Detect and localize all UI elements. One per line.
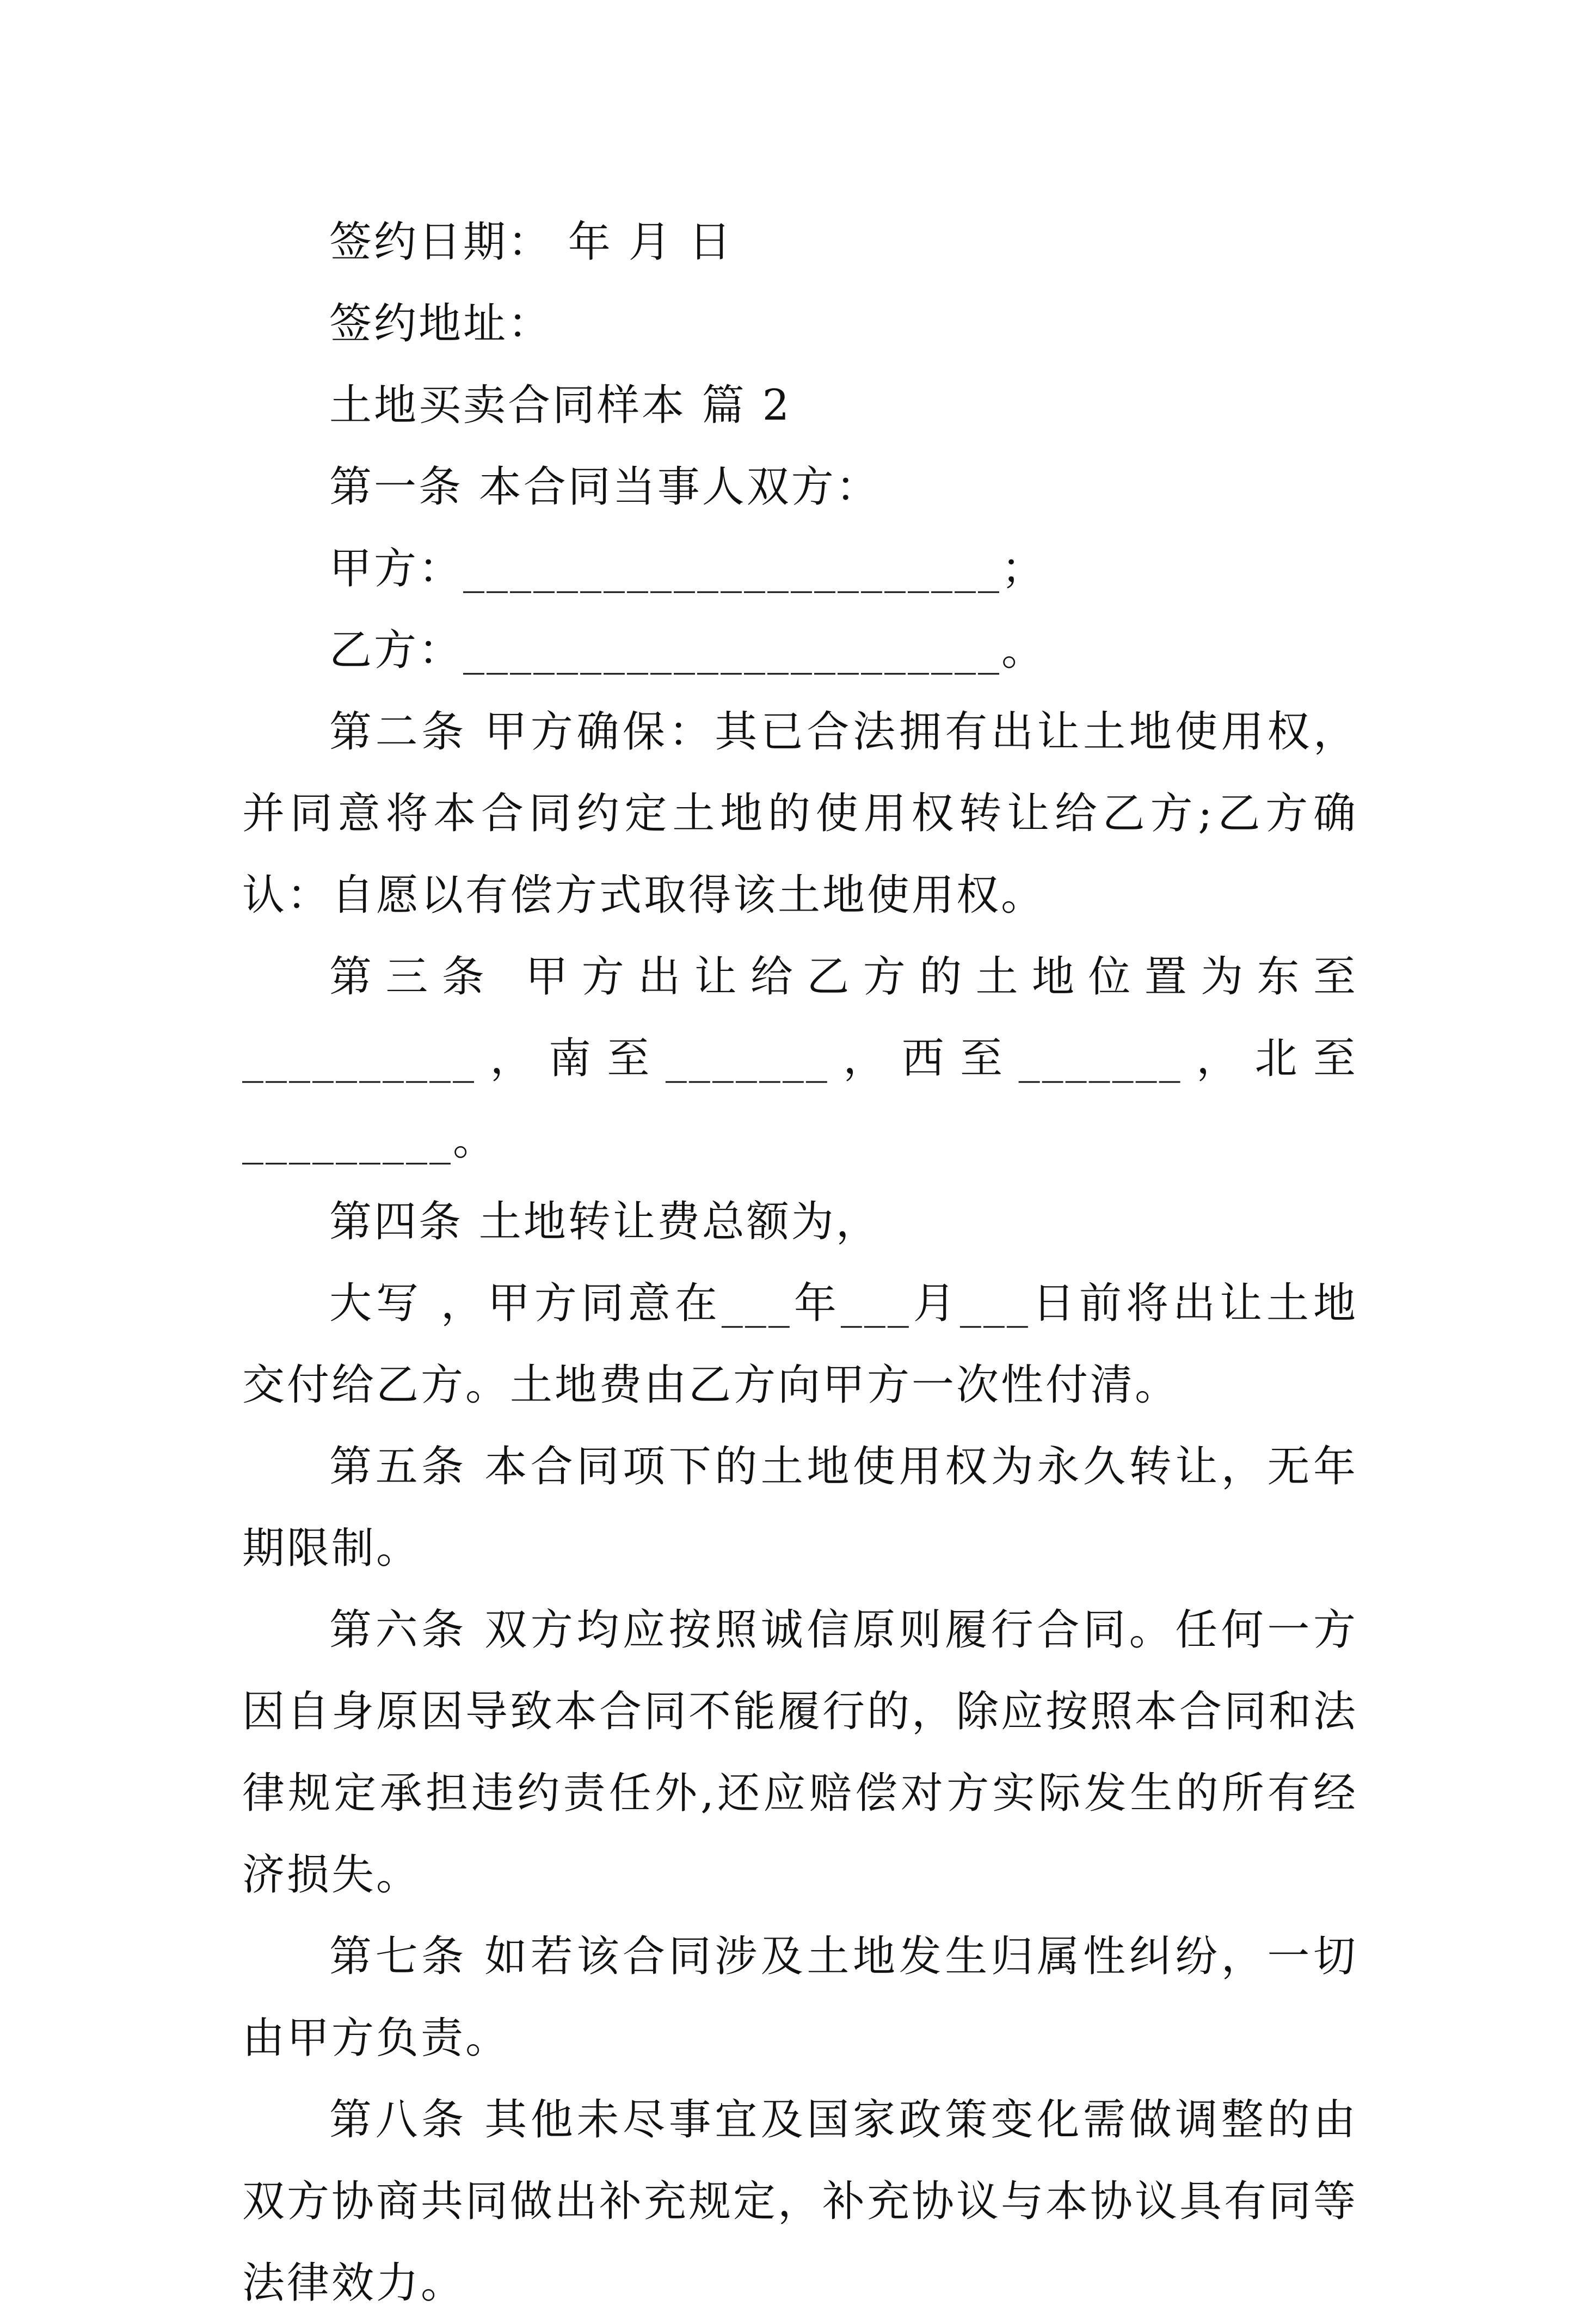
article-4: 第四条 土地转让费总额为， — [329, 1197, 881, 1246]
document-body — [242, 201, 1358, 2324]
article-4-continued: 大写 ，甲方同意在___年___月___日前将出让土地交付给乙方。土地费由乙方向甲方一次性付清。 — [242, 1279, 1358, 1410]
article-1: 第一条 本合同当事人双方： — [329, 463, 881, 512]
sign-date-line: 签约日期： 年 月 日 — [329, 218, 734, 267]
article-6: 第六条 双方均应按照诚信原则履行合同。任何一方因自身原因导致本合同不能履行的，除应按照本合同和法律规定承担违约责任外,还应赔偿对方实际发生的所有经济损失。 — [242, 1606, 1358, 1899]
article-7: 第七条 如若该合同涉及土地发生归属性纠纷，一切由甲方负责。 — [242, 1932, 1358, 2063]
section-title: 土地买卖合同样本 篇 2 — [329, 381, 792, 430]
article-2: 第二条 甲方确保：其已合法拥有出让土地使用权，并同意将本合同约定土地的使用权转让给乙方;乙方确认：自愿以有偿方式取得该土地使用权。 — [242, 708, 1358, 920]
article-5: 第五条 本合同项下的土地使用权为永久转让，无年期限制。 — [242, 1442, 1358, 1573]
party-b-line: 乙方：_______________________。 — [329, 626, 1047, 675]
party-a-line: 甲方：_______________________； — [329, 544, 1047, 593]
sign-address-line: 签约地址： — [329, 299, 553, 348]
article-3: 第三条 甲方出让给乙方的土地位置为东至__________，南至_______，西至_______，北至_________。 — [242, 952, 1358, 1165]
article-8: 第八条 其他未尽事宜及国家政策变化需做调整的由双方协商共同做出补充规定，补充协议与本协议具有同等法律效力。 — [242, 2095, 1358, 2308]
